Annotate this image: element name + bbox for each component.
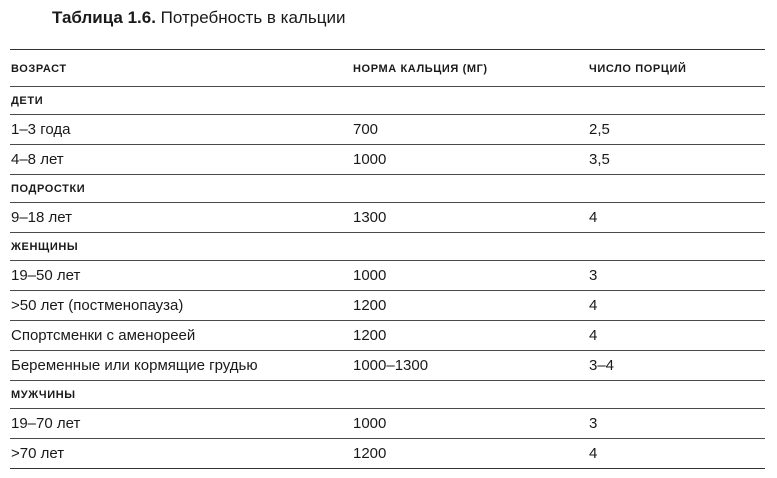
table-row — [10, 351, 765, 381]
table-row — [10, 321, 765, 351]
group-label: ЖЕНЩИНЫ — [11, 240, 79, 253]
group-row-children — [10, 87, 765, 115]
table-row — [10, 409, 765, 439]
table-row — [10, 291, 765, 321]
servings-cell: 4 — [589, 297, 598, 314]
calcium-cell: 1000 — [353, 151, 387, 168]
age-cell: Спортсменки с аменореей — [11, 327, 196, 344]
group-label: ДЕТИ — [11, 94, 44, 107]
age-cell: Беременные или кормящие грудью — [11, 357, 258, 374]
age-cell: >70 лет — [11, 445, 65, 462]
table-caption-text: Потребность в кальции — [160, 8, 346, 27]
age-cell: 1–3 года — [11, 121, 71, 138]
age-cell: 19–70 лет — [11, 415, 81, 432]
column-header-age: ВОЗРАСТ — [11, 63, 67, 75]
calcium-cell: 1000 — [353, 415, 387, 432]
table-caption — [52, 7, 345, 29]
table-row — [10, 261, 765, 291]
group-label: МУЖЧИНЫ — [11, 388, 76, 401]
servings-cell: 3–4 — [589, 357, 615, 374]
calcium-cell: 700 — [353, 121, 379, 138]
calcium-cell: 1200 — [353, 327, 387, 344]
column-header-servings: ЧИСЛО ПОРЦИЙ — [589, 63, 687, 75]
servings-cell: 3,5 — [589, 151, 610, 168]
group-row-men — [10, 381, 765, 409]
servings-cell: 4 — [589, 327, 598, 344]
servings-cell: 3 — [589, 415, 598, 432]
calcium-requirements-table — [10, 49, 765, 469]
calcium-cell: 1200 — [353, 297, 387, 314]
age-cell: 4–8 лет — [11, 151, 64, 168]
age-cell: >50 лет (постменопауза) — [11, 297, 184, 314]
table-row — [10, 439, 765, 469]
table-caption-label: Таблица 1.6. — [52, 8, 156, 27]
age-cell: 9–18 лет — [11, 209, 73, 226]
table-row — [10, 115, 765, 145]
table-row — [10, 203, 765, 233]
servings-cell: 3 — [589, 267, 598, 284]
servings-cell: 4 — [589, 209, 598, 226]
table-row — [10, 145, 765, 175]
age-cell: 19–50 лет — [11, 267, 81, 284]
table-header-row — [10, 50, 765, 87]
calcium-cell: 1300 — [353, 209, 387, 226]
servings-cell: 2,5 — [589, 121, 610, 138]
group-label: ПОДРОСТКИ — [11, 182, 86, 195]
servings-cell: 4 — [589, 445, 598, 462]
calcium-cell: 1000–1300 — [353, 357, 429, 374]
calcium-cell: 1200 — [353, 445, 387, 462]
group-row-women — [10, 233, 765, 261]
calcium-cell: 1000 — [353, 267, 387, 284]
group-row-teens — [10, 175, 765, 203]
column-header-calcium-norm: НОРМА КАЛЬЦИЯ (МГ) — [353, 63, 488, 75]
